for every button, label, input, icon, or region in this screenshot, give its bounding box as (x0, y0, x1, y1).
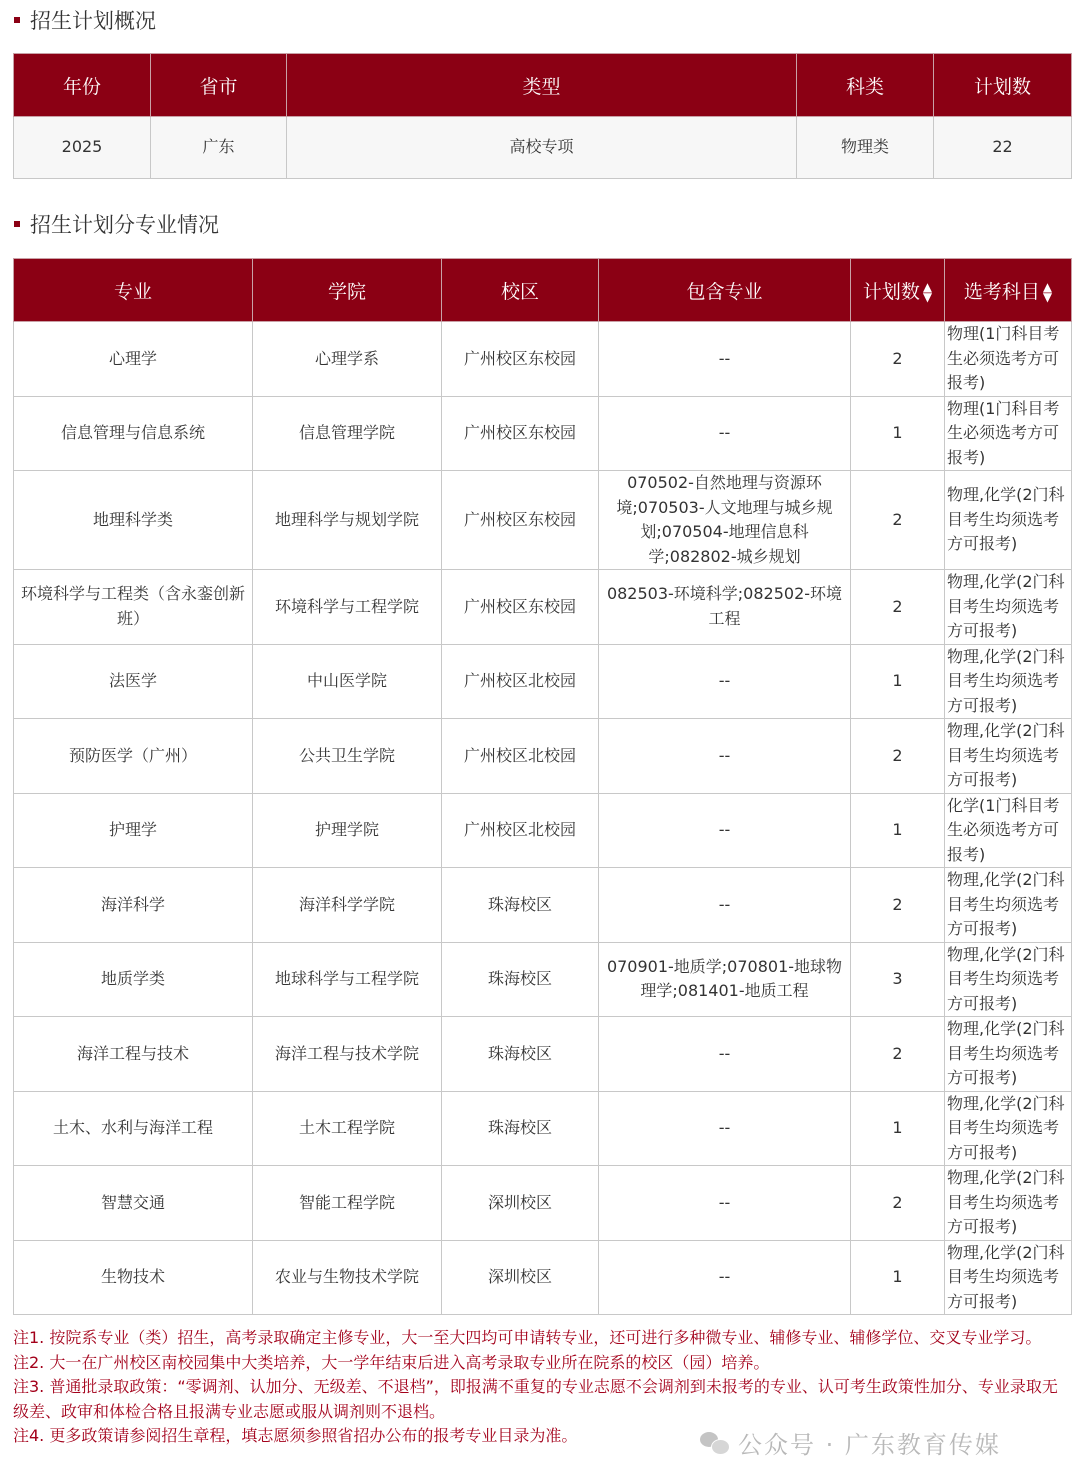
cell-plan-count: 2 (851, 322, 945, 397)
majors-table-body (14, 322, 1072, 1315)
cell-included-majors: -- (599, 644, 851, 719)
header-year: 年份 (14, 54, 151, 117)
cell-college: 土木工程学院 (253, 1091, 442, 1166)
table-row (14, 471, 1072, 570)
cell-major: 预防医学（广州） (14, 719, 253, 794)
cell-campus: 深圳校区 (442, 1166, 599, 1241)
cell-campus: 广州校区北校园 (442, 793, 599, 868)
cell-major: 信息管理与信息系统 (14, 396, 253, 471)
cell-included-majors: 070502-自然地理与资源环境;070503-人文地理与城乡规划;070504-地理信息科学;082802-城乡规划 (599, 471, 851, 570)
cell-plan-count: 2 (851, 1017, 945, 1092)
note-4: 注4. 更多政策请参阅招生章程，填志愿须参照省招办公布的报考专业目录为准。 (13, 1426, 578, 1445)
cell-college: 环境科学与工程学院 (253, 570, 442, 645)
sort-icon[interactable]: ▲ ▼ (1042, 280, 1053, 304)
cell-plan-count: 2 (851, 1166, 945, 1241)
table-row (14, 644, 1072, 719)
cell-plan-count: 2 (851, 471, 945, 570)
overview-section-title (14, 4, 156, 36)
cell-college: 农业与生物技术学院 (253, 1240, 442, 1315)
table-row (14, 793, 1072, 868)
cell-plan-count: 1 (851, 396, 945, 471)
table-row (14, 1240, 1072, 1315)
cell-campus: 广州校区北校园 (442, 719, 599, 794)
cell-campus: 广州校区北校园 (442, 644, 599, 719)
watermark (700, 1425, 1001, 1460)
header-plan-count-label: 计划数 (862, 280, 920, 303)
cell-subjects: 物理,化学(2门科目考生均须选考方可报考) (945, 471, 1072, 570)
majors-title: 招生计划分专业情况 (30, 213, 219, 237)
majors-header-row (14, 259, 1072, 322)
cell-subjects: 物理(1门科目考生必须选考方可报考) (945, 396, 1072, 471)
header-campus: 校区 (442, 259, 599, 322)
cell-included-majors: -- (599, 1017, 851, 1092)
note-3: 注3. 普通批录取政策：“零调剂、认加分、无级差、不退档”，即报满不重复的专业志愿不会调剂到未报考的专业、认可考生政策性加分、专业录取无级差、政审和体检合格且报满专业志愿或服从调剂则不退档。 (13, 1377, 1058, 1421)
cell-college: 中山医学院 (253, 644, 442, 719)
note-1: 注1. 按院系专业（类）招生，高考录取确定主修专业，大一至大四均可申请转专业，还可进行多种微专业、辅修专业、辅修学位、交叉专业学习。 (13, 1328, 1042, 1347)
cell-included-majors: 082503-环境科学;082502-环境工程 (599, 570, 851, 645)
wechat-icon (700, 1430, 730, 1456)
table-row (14, 570, 1072, 645)
cell-type: 高校专项 (287, 117, 797, 179)
cell-subjects: 物理,化学(2门科目考生均须选考方可报考) (945, 1166, 1072, 1241)
majors-section-title (14, 208, 219, 240)
overview-table (13, 53, 1072, 179)
cell-campus: 广州校区东校园 (442, 570, 599, 645)
cell-major: 生物技术 (14, 1240, 253, 1315)
cell-year: 2025 (14, 117, 151, 179)
header-subjects-label: 选考科目 (963, 280, 1040, 303)
cell-province: 广东 (151, 117, 287, 179)
cell-major: 环境科学与工程类（含永銮创新班） (14, 570, 253, 645)
cell-major: 法医学 (14, 644, 253, 719)
cell-included-majors: -- (599, 868, 851, 943)
table-row (14, 942, 1072, 1017)
cell-college: 护理学院 (253, 793, 442, 868)
cell-included-majors: -- (599, 396, 851, 471)
cell-subjects: 物理,化学(2门科目考生均须选考方可报考) (945, 570, 1072, 645)
overview-header-row (14, 54, 1072, 117)
cell-campus: 深圳校区 (442, 1240, 599, 1315)
cell-major: 土木、水利与海洋工程 (14, 1091, 253, 1166)
cell-plan-count: 1 (851, 644, 945, 719)
header-plan-count-sortable[interactable] (851, 259, 945, 322)
table-row (14, 322, 1072, 397)
cell-plan-count: 3 (851, 942, 945, 1017)
cell-plan-count: 1 (851, 1240, 945, 1315)
cell-major: 心理学 (14, 322, 253, 397)
cell-campus: 广州校区东校园 (442, 396, 599, 471)
header-subjects-sortable[interactable] (945, 259, 1072, 322)
cell-campus: 珠海校区 (442, 1017, 599, 1092)
cell-plan-count: 1 (851, 793, 945, 868)
cell-campus: 珠海校区 (442, 1091, 599, 1166)
cell-subjects: 化学(1门科目考生必须选考方可报考) (945, 793, 1072, 868)
watermark-text: 公众号 · 广东教育传媒 (738, 1431, 1001, 1459)
cell-subjects: 物理(1门科目考生必须选考方可报考) (945, 322, 1072, 397)
cell-college: 地理科学与规划学院 (253, 471, 442, 570)
cell-college: 海洋科学学院 (253, 868, 442, 943)
table-row (14, 396, 1072, 471)
overview-title: 招生计划概况 (30, 9, 156, 33)
table-row (14, 1091, 1072, 1166)
cell-plan-count: 2 (851, 570, 945, 645)
sort-icon[interactable]: ▲ ▼ (922, 280, 933, 304)
cell-included-majors: -- (599, 793, 851, 868)
cell-major: 地理科学类 (14, 471, 253, 570)
cell-plan-count: 2 (851, 719, 945, 794)
cell-subjects: 物理,化学(2门科目考生均须选考方可报考) (945, 644, 1072, 719)
bullet-square-icon (14, 221, 20, 227)
cell-campus: 广州校区东校园 (442, 322, 599, 397)
cell-college: 信息管理学院 (253, 396, 442, 471)
cell-included-majors: 070901-地质学;070801-地球物理学;081401-地质工程 (599, 942, 851, 1017)
cell-subjects: 物理,化学(2门科目考生均须选考方可报考) (945, 1240, 1072, 1315)
cell-included-majors: -- (599, 1240, 851, 1315)
cell-major: 海洋科学 (14, 868, 253, 943)
cell-included-majors: -- (599, 322, 851, 397)
note-2: 注2. 大一在广州校区南校园集中大类培养，大一学年结束后进入高考录取专业所在院系的校区（园）培养。 (13, 1352, 770, 1372)
table-row (14, 719, 1072, 794)
cell-campus: 广州校区东校园 (442, 471, 599, 570)
cell-campus: 珠海校区 (442, 868, 599, 943)
table-row (14, 117, 1072, 179)
cell-major: 海洋工程与技术 (14, 1017, 253, 1092)
cell-college: 智能工程学院 (253, 1166, 442, 1241)
bullet-square-icon (14, 17, 20, 23)
cell-campus: 珠海校区 (442, 942, 599, 1017)
cell-included-majors: -- (599, 719, 851, 794)
cell-college: 地球科学与工程学院 (253, 942, 442, 1017)
cell-subjects: 物理,化学(2门科目考生均须选考方可报考) (945, 868, 1072, 943)
table-row (14, 1166, 1072, 1241)
cell-major: 智慧交通 (14, 1166, 253, 1241)
cell-subjects: 物理,化学(2门科目考生均须选考方可报考) (945, 719, 1072, 794)
cell-category: 物理类 (797, 117, 934, 179)
cell-plan-count: 1 (851, 1091, 945, 1166)
header-type: 类型 (287, 54, 797, 117)
cell-major: 护理学 (14, 793, 253, 868)
header-province: 省市 (151, 54, 287, 117)
table-row (14, 868, 1072, 943)
cell-plan-count: 22 (934, 117, 1072, 179)
cell-plan-count: 2 (851, 868, 945, 943)
header-category: 科类 (797, 54, 934, 117)
cell-college: 心理学系 (253, 322, 442, 397)
cell-major: 地质学类 (14, 942, 253, 1017)
majors-table (13, 258, 1072, 1315)
cell-subjects: 物理,化学(2门科目考生均须选考方可报考) (945, 1091, 1072, 1166)
cell-college: 海洋工程与技术学院 (253, 1017, 442, 1092)
table-row (14, 1017, 1072, 1092)
header-major: 专业 (14, 259, 253, 322)
cell-subjects: 物理,化学(2门科目考生均须选考方可报考) (945, 1017, 1072, 1092)
cell-college: 公共卫生学院 (253, 719, 442, 794)
cell-subjects: 物理,化学(2门科目考生均须选考方可报考) (945, 942, 1072, 1017)
cell-included-majors: -- (599, 1091, 851, 1166)
header-included-majors: 包含专业 (599, 259, 851, 322)
cell-included-majors: -- (599, 1166, 851, 1241)
header-plan-count: 计划数 (934, 54, 1072, 117)
header-college: 学院 (253, 259, 442, 322)
